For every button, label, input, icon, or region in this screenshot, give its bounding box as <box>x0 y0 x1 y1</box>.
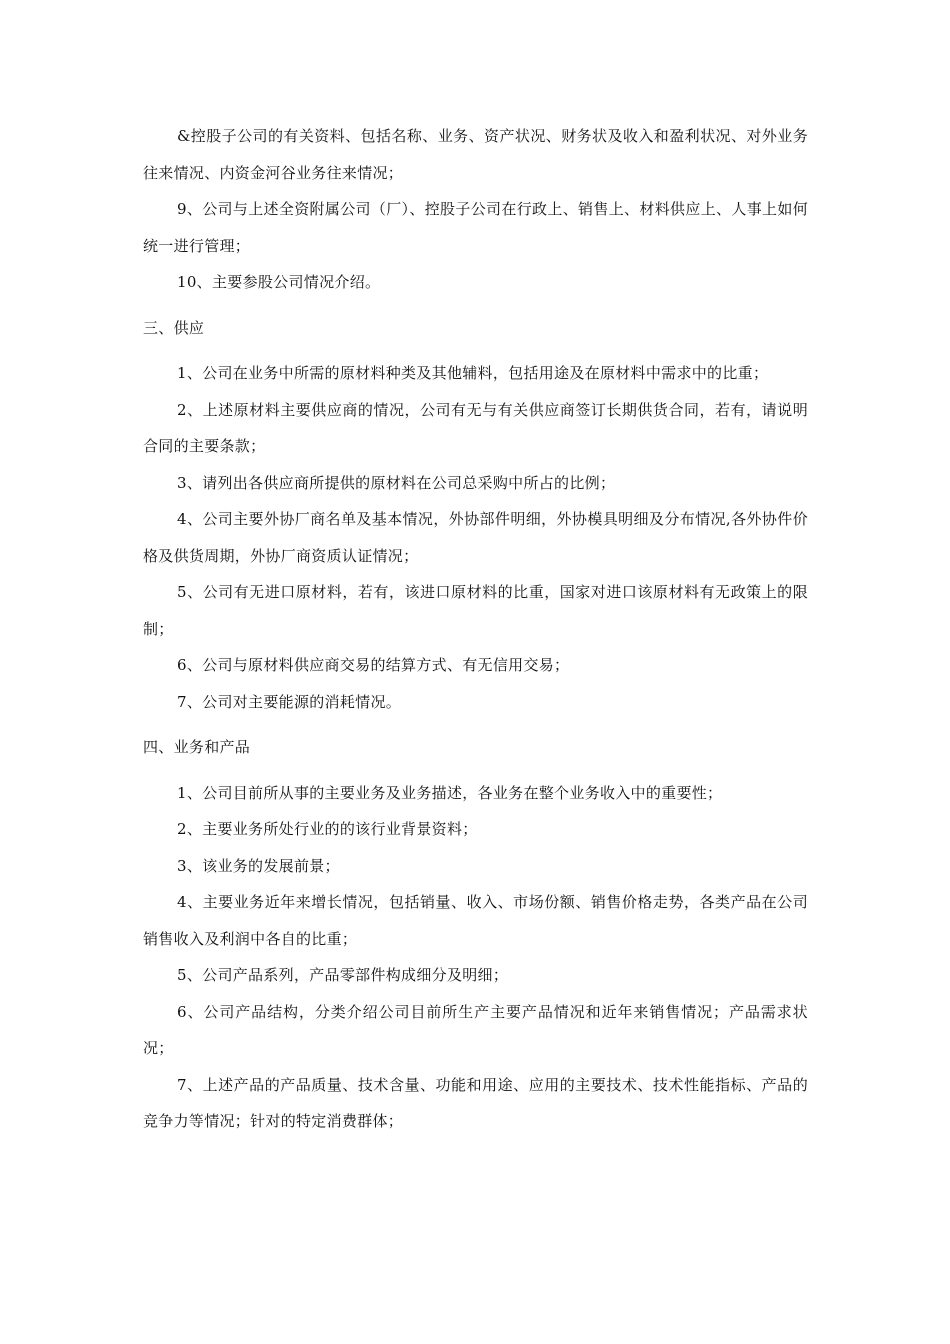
list-item: 3、请列出各供应商所提供的原材料在公司总采购中所占的比例； <box>177 473 616 492</box>
section-business-products <box>143 729 808 1140</box>
list-item: 3、该业务的发展前景； <box>177 856 340 875</box>
list-item: 2、上述原材料主要供应商的情况，公司有无与有关供应商签订长期供货合同，若有，请说明合同的主要条款； <box>143 400 808 455</box>
list-item: 6、公司与原材料供应商交易的结算方式、有无信用交易； <box>177 656 570 674</box>
section-heading: 三、供应 <box>143 318 205 337</box>
list-item: 2、主要业务所处行业的的该行业背景资料； <box>177 820 478 838</box>
section-supply <box>143 310 808 721</box>
list-item: 5、公司产品系列，产品零部件构成细分及明细； <box>177 966 509 984</box>
document-body <box>143 118 808 1140</box>
list-item: 9、公司与上述全资附属公司（厂）、控股子公司在行政上、销售上、材料供应上、人事上如何统一进行管理； <box>143 200 808 255</box>
list-item: 1、公司在业务中所需的原材料种类及其他辅料，包括用途及在原材料中需求中的比重； <box>177 364 769 382</box>
section-heading: 四、业务和产品 <box>143 738 251 756</box>
list-item: 4、公司主要外协厂商名单及基本情况，外协部件明细，外协模具明细及分布情况,各外协件价格及供货周期，外协厂商资质认证情况； <box>143 510 808 565</box>
list-item: 5、公司有无进口原材料，若有，该进口原材料的比重，国家对进口该原材料有无政策上的限制； <box>143 583 808 638</box>
list-item: 6、公司产品结构，分类介绍公司目前所生产主要产品情况和近年来销售情况；产品需求状况； <box>143 1002 808 1057</box>
list-item: 4、主要业务近年来增长情况，包括销量、收入、市场份额、销售价格走势，各类产品在公司销售收入及利润中各自的比重； <box>143 893 808 948</box>
list-item: 7、上述产品的产品质量、技术含量、功能和用途、应用的主要技术、技术性能指标、产品的竞争力等情况；针对的特定消费群体； <box>143 1075 808 1130</box>
intro-list <box>143 118 808 301</box>
list-item: 1、公司目前所从事的主要业务及业务描述，各业务在整个业务收入中的重要性； <box>177 783 723 802</box>
list-item: 7、公司对主要能源的消耗情况。 <box>177 692 402 711</box>
list-item: &控股子公司的有关资料、包括名称、业务、资产状况、财务状及收入和盈利状况、对外业务往来情况、内资金河谷业务往来情况； <box>143 127 808 182</box>
list-item: 10、主要参股公司情况介绍。 <box>177 273 381 291</box>
